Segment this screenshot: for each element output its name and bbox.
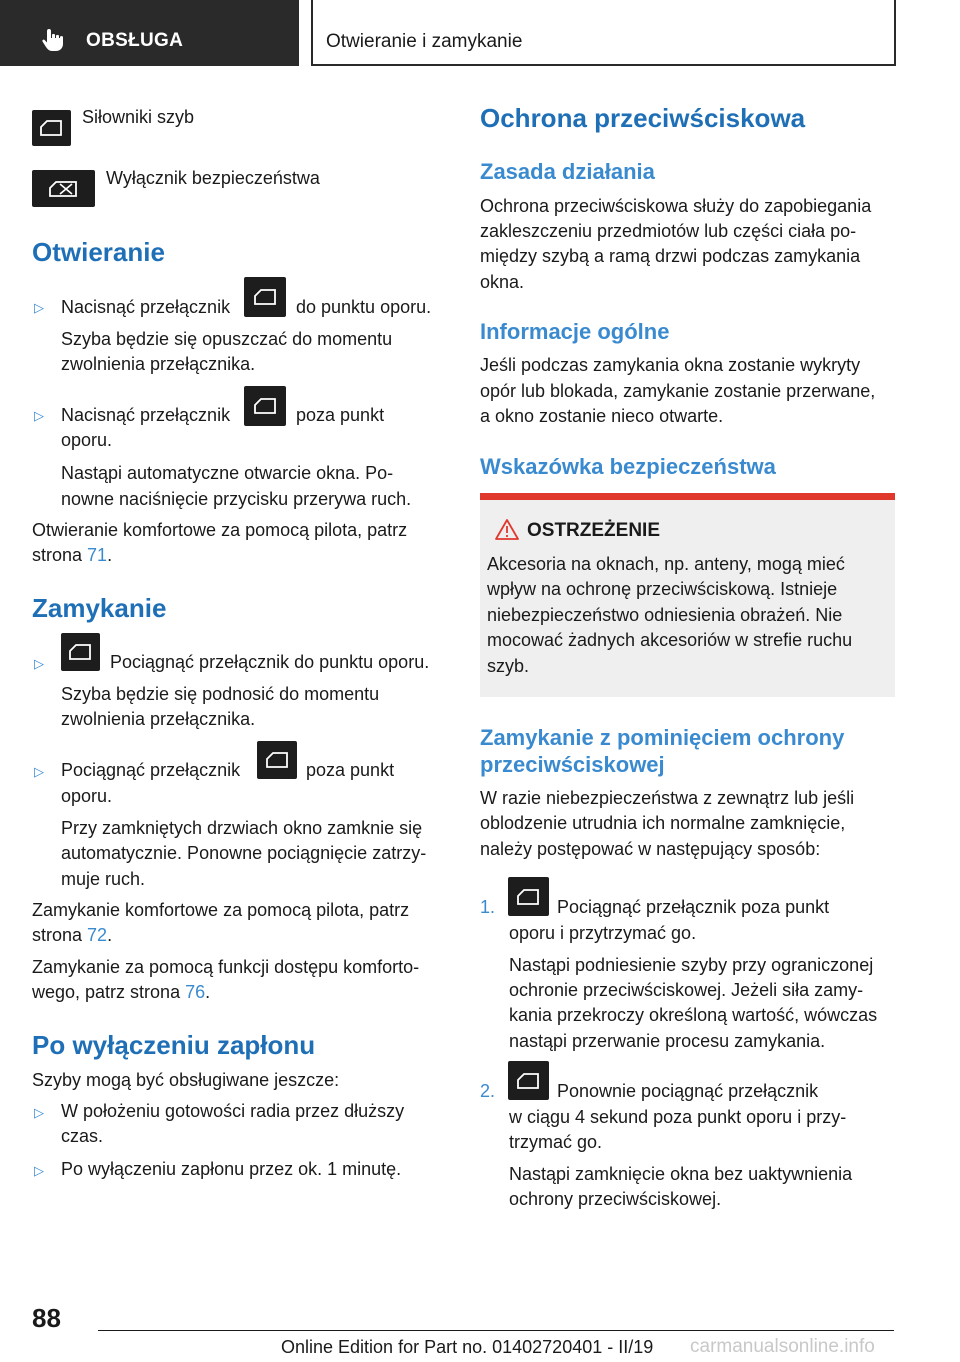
closing-b2-line2: oporu. <box>61 786 113 806</box>
closing-b1-sub-2: zwolnienia przełącznika. <box>61 709 256 729</box>
opening-b1-pre: Nacisnąć przełącznik <box>61 297 231 317</box>
step-number-1: 1. <box>480 897 496 917</box>
page-link-72[interactable]: 72 <box>87 925 108 945</box>
principle-line-4: okna. <box>480 272 525 292</box>
bullet-marker: ▷ <box>34 300 44 315</box>
opening-comfort-line1: Otwieranie komfortowe za pomocą pilota, patrz <box>32 520 408 540</box>
bullet-marker: ▷ <box>34 656 44 671</box>
closing-key-line1: Zamykanie za pomocą funkcji dostępu komforto- <box>32 957 420 977</box>
bullet-marker: ▷ <box>34 408 44 423</box>
general-line-3: a okno zostanie nieco otwarte. <box>480 406 724 426</box>
closing-comfort-line2: strona 72. <box>32 925 113 945</box>
opening-b2-sub-2: nowne naciśnięcie przycisku przerywa ruch. <box>61 489 412 509</box>
closing-b1-sub-1: Szyba będzie się podnosić do momentu <box>61 684 380 704</box>
footer-edition: Online Edition for Part no. 01402720401 - II/19 <box>281 1337 654 1357</box>
step1-line2: oporu i przytrzymać go. <box>509 923 697 943</box>
opening-b2-pre: Nacisnąć przełącznik <box>61 405 231 425</box>
window-switch-icon <box>32 110 71 146</box>
page-link-76[interactable]: 76 <box>185 982 206 1002</box>
closing-b2-post: poza punkt <box>306 760 395 780</box>
heading-opening: Otwieranie <box>32 237 165 267</box>
closing-b1-post: Pociągnąć przełącznik do punktu oporu. <box>110 652 430 672</box>
closing-b2-sub-3: muje ruch. <box>61 869 146 889</box>
heading-anti-trap: Ochrona przeciwściskowa <box>480 103 806 133</box>
header-section-label: OBSŁUGA <box>86 30 184 51</box>
window-switch-icon <box>508 877 549 916</box>
window-switch-icon <box>244 277 286 317</box>
override-intro-1: W razie niebezpieczeństwa z zewnątrz lub jeśli <box>480 788 855 808</box>
legend-label-safety-switch: Wyłącznik bezpieczeństwa <box>106 168 320 188</box>
bullet-marker: ▷ <box>34 764 44 779</box>
ignition-intro: Szyby mogą być obsługiwane jeszcze: <box>32 1070 340 1090</box>
step-number-2: 2. <box>480 1081 496 1101</box>
bullet-marker: ▷ <box>34 1163 44 1178</box>
window-switch-icon <box>508 1061 549 1100</box>
page-number: 88 <box>32 1303 61 1333</box>
principle-line-1: Ochrona przeciwściskowa służy do zapobiegania <box>480 196 872 216</box>
step1-sub-3: kania przekroczy określoną wartość, wówczas <box>509 1005 878 1025</box>
legend-label-window-switch: Siłowniki szyb <box>82 107 195 127</box>
warning-line-3: niebezpieczeństwo odniesienia obrażeń. Nie <box>487 605 843 625</box>
opening-b1-sub-2: zwolnienia przełącznika. <box>61 354 256 374</box>
warning-line-5: szyb. <box>487 656 530 676</box>
hand-pointer-icon <box>40 27 66 53</box>
window-switch-icon <box>257 741 297 779</box>
heading-override-2: przeciwściskowej <box>480 752 665 777</box>
page-link-71[interactable]: 71 <box>87 545 108 565</box>
warning-line-2: wpływ na ochronę przeciwściskową. Istnieje <box>487 579 838 599</box>
principle-line-2: zakleszczeniu przedmiotów lub części ciała po- <box>480 221 857 241</box>
step2-line3: trzymać go. <box>509 1132 603 1152</box>
closing-comfort-line1: Zamykanie komfortowe za pomocą pilota, patrz <box>32 900 410 920</box>
heading-closing: Zamykanie <box>32 593 167 623</box>
heading-after-ignition: Po wyłączeniu zapłonu <box>32 1030 316 1060</box>
heading-override-1: Zamykanie z pominięciem ochrony <box>480 725 845 750</box>
principle-line-3: między szybą a ramą drzwi podczas zamykania <box>480 246 861 266</box>
warning-line-1: Akcesoria na oknach, np. anteny, mogą mieć <box>487 554 845 574</box>
warning-triangle-icon <box>494 518 520 541</box>
bullet-marker: ▷ <box>34 1105 44 1120</box>
safety-switch-icon <box>32 170 95 207</box>
step2-sub-1: Nastąpi zamknięcie okna bez uaktywnienia <box>509 1164 853 1184</box>
opening-b2-sub-1: Nastąpi automatyczne otwarcie okna. Po- <box>61 463 394 483</box>
closing-b2-sub-2: automatycznie. Ponowne pociągnięcie zatrzy- <box>61 843 427 863</box>
override-intro-3: należy postępować w następujący sposób: <box>480 839 821 859</box>
footer-divider <box>98 1330 894 1331</box>
opening-comfort-line2: strona 71. <box>32 545 113 565</box>
footer-watermark: carmanualsonline.info <box>690 1336 875 1357</box>
heading-general: Informacje ogólne <box>480 319 670 344</box>
general-line-1: Jeśli podczas zamykania okna zostanie wykryty <box>480 355 861 375</box>
closing-key-line2: wego, patrz strona 76. <box>32 982 211 1002</box>
heading-safety-note: Wskazówka bezpieczeństwa <box>480 454 776 479</box>
warning-bar <box>480 493 895 500</box>
ignition-b1-line2: czas. <box>61 1126 104 1146</box>
opening-b1-post: do punktu oporu. <box>296 297 432 317</box>
header-title: Otwieranie i zamykanie <box>326 31 523 52</box>
heading-principle: Zasada działania <box>480 159 655 184</box>
ignition-b2: Po wyłączeniu zapłonu przez ok. 1 minutę. <box>61 1159 402 1179</box>
closing-b2-sub-1: Przy zamkniętych drzwiach okno zamknie się <box>61 818 423 838</box>
opening-b2-line2: oporu. <box>61 430 113 450</box>
step1-sub-2: ochronie przeciwściskowej. Jeżeli siła zamy- <box>509 980 864 1000</box>
step2-text: Ponownie pociągnąć przełącznik <box>557 1081 819 1101</box>
step2-line2: w ciągu 4 sekund poza punkt oporu i przy- <box>509 1107 847 1127</box>
window-switch-icon <box>244 386 286 426</box>
closing-b2-pre: Pociągnąć przełącznik <box>61 760 241 780</box>
warning-line-4: mocować żadnych akcesoriów w strefie ruchu <box>487 630 853 650</box>
ignition-b1-line1: W położeniu gotowości radia przez dłuższy <box>61 1101 405 1121</box>
step1-sub-4: nastąpi przerwanie procesu zamykania. <box>509 1031 826 1051</box>
window-switch-icon <box>61 633 100 671</box>
opening-b1-sub-1: Szyba będzie się opuszczać do momentu <box>61 329 393 349</box>
warning-title: OSTRZEŻENIE <box>527 520 661 541</box>
step1-text: Pociągnąć przełącznik poza punkt <box>557 897 830 917</box>
step1-sub-1: Nastąpi podniesienie szyby przy ograniczonej <box>509 955 874 975</box>
general-line-2: opór lub blokada, zamykanie zostanie przerwane, <box>480 381 876 401</box>
step2-sub-2: ochrony przeciwściskowej. <box>509 1189 722 1209</box>
opening-b2-post: poza punkt <box>296 405 385 425</box>
override-intro-2: oblodzenie utrudnia ich normalne zamknięcie, <box>480 813 846 833</box>
